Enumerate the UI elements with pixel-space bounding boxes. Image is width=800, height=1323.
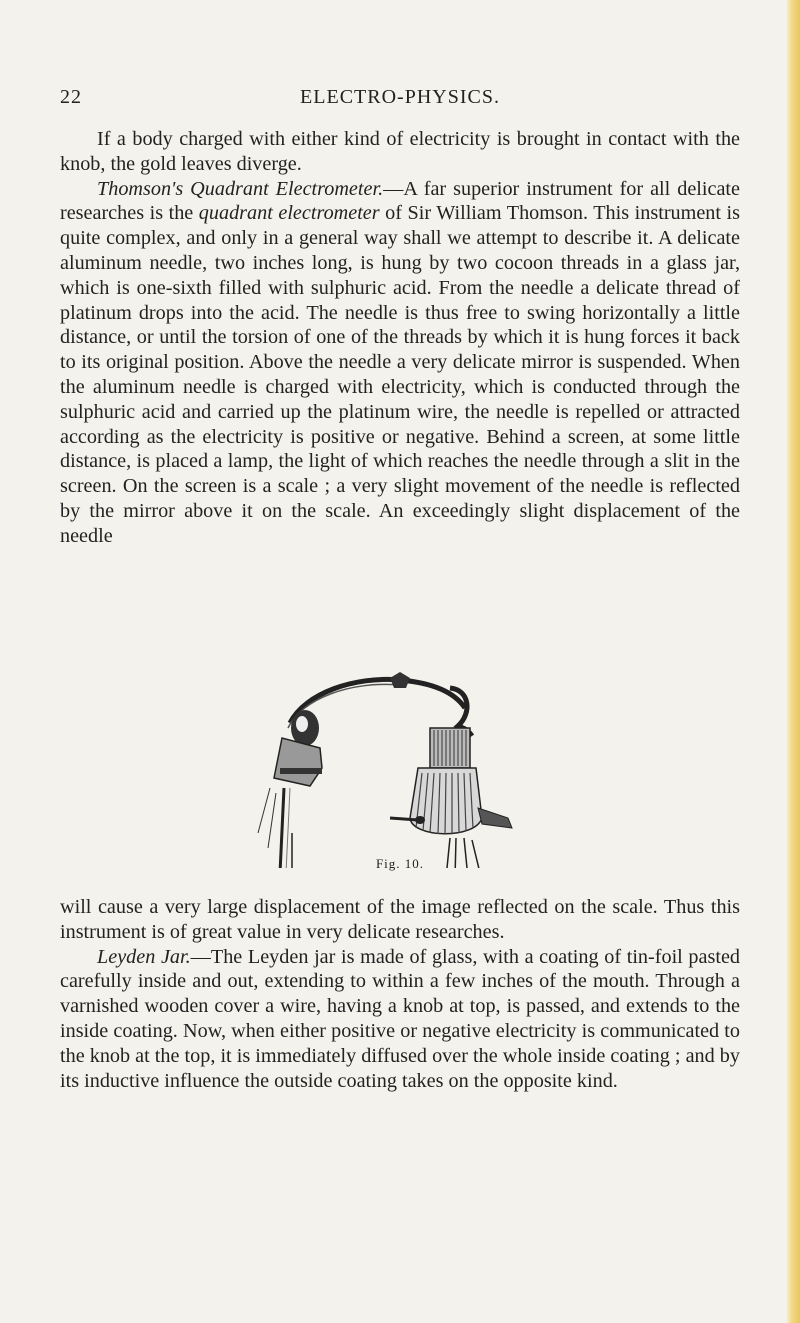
body-text-bottom	[60, 895, 740, 1093]
page-number: 22	[60, 86, 82, 108]
electrometer-illustration	[250, 668, 550, 868]
term-quadrant-electrometer: quadrant electrometer	[198, 202, 380, 225]
paragraph-leyden-jar: Leyden Jar.—The Leyden jar is made of glass, with a coating of tin-foil pasted carefully inside and out, extending to within a few inches of the mouth. Through a varnished wooden cover a wire, having a knob at top, is passed, and extends to the inside coating. Now, when either positive or negative electricity is communicated to the knob at the top, it is immediately diffused over the whole inside coating ; and by its inductive influence the outside coating takes on the opposite kind.	[60, 945, 741, 1092]
paragraph-displacement: will cause a very large displacement of the image reflected on the scale. Thus this instrument is of great value in very delicate researches.	[60, 896, 740, 943]
page-header	[60, 86, 740, 116]
figure-quadrant-electrometer	[250, 668, 550, 868]
paragraph-gold-leaf: If a body charged with either kind of electricity is brought in contact with the knob, the gold leaves diverge.	[60, 128, 740, 175]
section-title-leyden-jar: Leyden Jar.	[97, 945, 191, 968]
page-edge	[786, 0, 800, 1323]
running-head: ELECTRO-PHYSICS.	[300, 86, 500, 108]
figure-caption: Fig. 10.	[375, 856, 425, 871]
body-text-top	[60, 127, 740, 549]
section-title-quadrant-electrometer: Thomson's Quadrant Electrometer.	[97, 177, 384, 200]
paragraph-quadrant-electrometer: Thomson's Quadrant Electrometer.—A far superior instrument for all delicate researches is the quadrant electrometer of Sir William Thomson. This instrument is quite complex, and only in a general way shall we attempt to describe it. A delicate aluminum needle, two inches long, is hung by two cocoon threads in a glass jar, which is one-sixth filled with sulphuric acid. From the needle a delicate thread of platinum drops into the acid. The needle is thus free to swing horizontally a little distance, or until the torsion of one of the threads by which it is hung forces it back to its original position. Above the needle a very delicate mirror is suspended. When the aluminum needle is charged with electricity, which is conducted through the sulphuric acid and carried up the platinum wire, the needle is repelled or attracted according as the electricity is positive or negative. Behind a screen, at some little distance, is placed a lamp, the light of which reaches the needle through a slit in the screen. On the screen is a scale ; a very slight movement of the needle is reflected by the mirror above it on the scale. An exceedingly slight displacement of the needle	[60, 177, 741, 547]
